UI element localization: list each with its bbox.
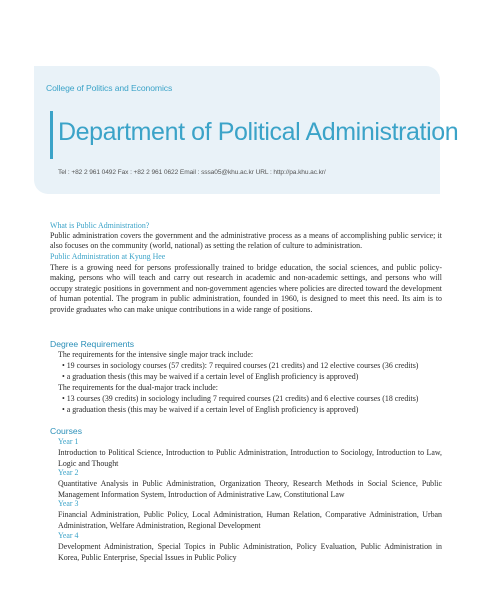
year-4-courses: Development Administration, Special Topics in Public Administration, Policy Evaluation, Public Administration in Korea, Public Enterprise, Special Issues in Public Policy (58, 542, 442, 563)
year-3-label: Year 3 (58, 499, 79, 508)
khu-paragraph: There is a growing need for persons professionally trained to bridge education, the social sciences, and public policy-making, persons who will teach and carry out research in academic and non-academic settings, and persons who will occupy strategic positions in government and non-government agencies where policies are directed toward the development of human potential. The program in public administration, founded in 1960, is designed to meet this need. Its aim is to provide graduates who can make unique contributions in a wide range of positions. (50, 263, 442, 314)
title-accent-bar (50, 111, 53, 159)
list-item: • 13 courses (39 credits) in sociology including 7 required courses (21 credits) and 6 elective courses (18 credits) (62, 394, 419, 403)
khu-heading: Public Administration at Kyung Hee (50, 252, 166, 261)
department-title: Department of Political Administration (58, 118, 459, 146)
year-1-label: Year 1 (58, 437, 79, 446)
list-item: • 19 courses in sociology courses (57 credits): 7 required courses (21 credits) and 12 elective courses (36 credits) (62, 361, 419, 370)
year-2-label: Year 2 (58, 468, 79, 477)
contact-line: Tel : +82 2 961 0492 Fax : +82 2 961 0622 Email : sssa05@khu.ac.kr URL : http://pa.khu.ac.kr/ (58, 169, 326, 176)
dual-track-intro: The requirements for the dual-major track include: (58, 383, 218, 392)
degree-heading: Degree Requirements (50, 339, 135, 349)
what-heading: What is Public Administration? (50, 221, 150, 230)
year-4-label: Year 4 (58, 531, 79, 540)
courses-heading: Courses (50, 426, 82, 436)
college-name: College of Politics and Economics (46, 83, 173, 93)
what-paragraph: Public administration covers the government and the administrative process as a means of accomplishing public service; it also focuses on the community (world, national) as setting the relation of culture to administration. (50, 231, 442, 251)
year-3-courses: Financial Administration, Public Policy, Local Administration, Human Relation, Comparative Administration, Urban Administration, Welfare Administration, Regional Development (58, 510, 442, 531)
year-2-courses: Quantitative Analysis in Public Administration, Organization Theory, Research Methods in Social Science, Public Management Information System, Introduction of Administrative Law, Constitutional Law (58, 479, 442, 500)
list-item: • a graduation thesis (this may be waived if a certain level of English proficiency is approved) (62, 405, 359, 414)
single-track-intro: The requirements for the intensive single major track include: (58, 350, 254, 359)
list-item: • a graduation thesis (this may be waived if a certain level of English proficiency is approved) (62, 372, 359, 381)
year-1-courses: Introduction to Political Science, Introduction to Public Administration, Introduction to Sociology, Introduction to Law, Logic and Thought (58, 448, 442, 469)
